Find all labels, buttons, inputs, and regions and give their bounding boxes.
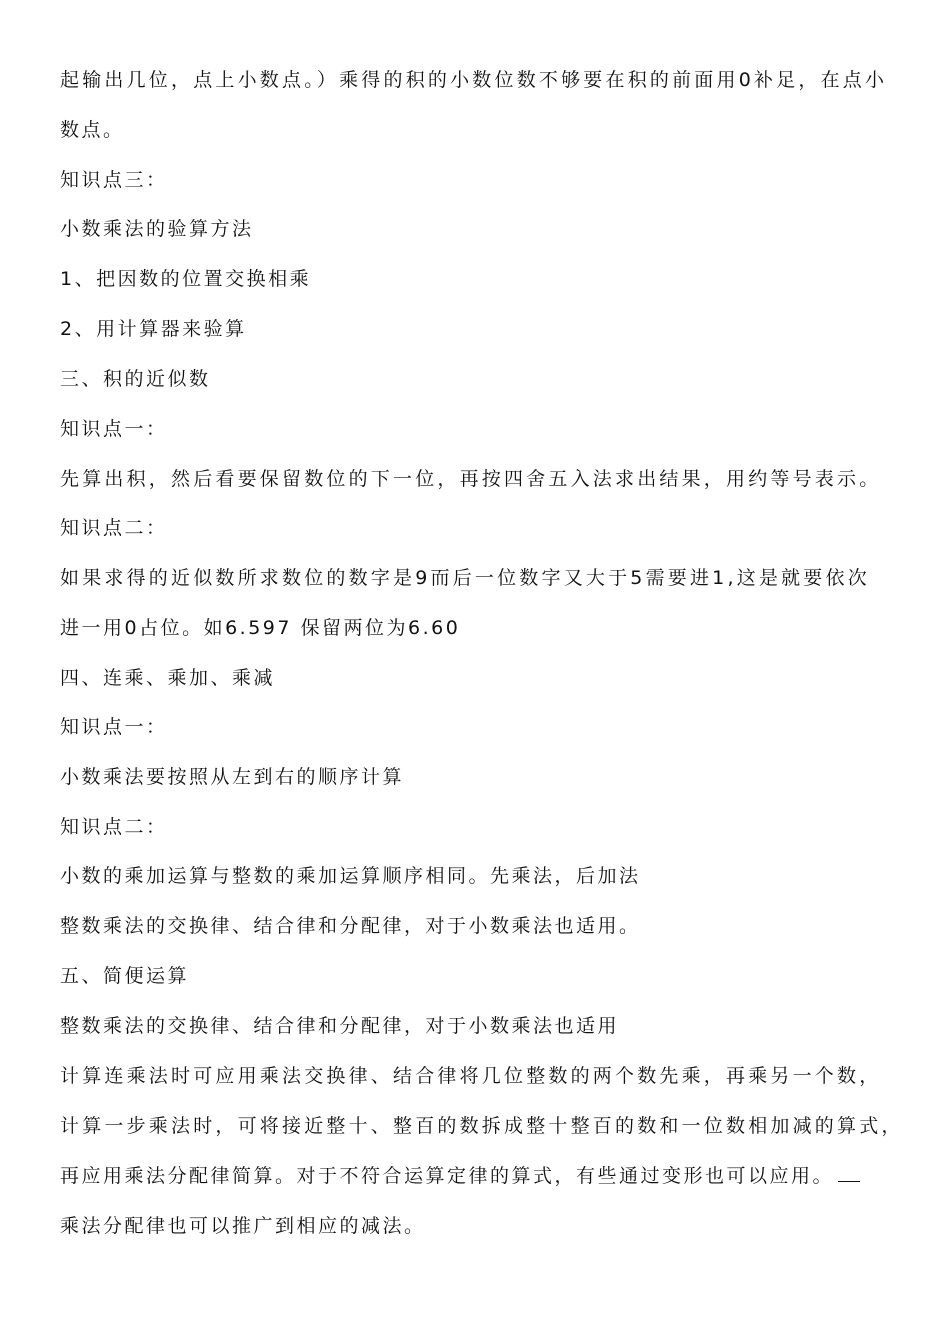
text-line-with-blank: [60, 1163, 860, 1189]
section-heading: 三、积的近似数: [60, 368, 211, 390]
section-label: 知识点一：: [60, 716, 168, 738]
list-item: 2、用计算器来验算: [60, 318, 247, 340]
text-line: 乘法分配律也可以推广到相应的减法。: [60, 1215, 426, 1237]
text-line: 整数乘法的交换律、结合律和分配律，对于小数乘法也适用。: [60, 915, 641, 937]
text-line: 再应用乘法分配律简算。对于不符合运算定律的算式，有些通过变形也可以应用。: [60, 1165, 835, 1187]
text-line: 小数乘法的验算方法: [60, 218, 254, 240]
fill-in-blank: [838, 1181, 860, 1182]
list-item: 1、把因数的位置交换相乘: [60, 268, 312, 290]
section-label: 知识点三：: [60, 169, 168, 191]
text-line: 整数乘法的交换律、结合律和分配律，对于小数乘法也适用: [60, 1015, 620, 1037]
text-line: 计算一步乘法时，可将接近整十、整百的数拆成整十整百的数和一位数相加减的算式，: [60, 1115, 904, 1137]
text-line: 计算连乘法时可应用乘法交换律、结合律将几位整数的两个数先乘，再乘另一个数，: [60, 1065, 882, 1087]
section-heading: 四、连乘、乘加、乘减: [60, 667, 276, 689]
text-line: 小数乘法要按照从左到右的顺序计算: [60, 766, 405, 788]
section-label: 知识点二：: [60, 816, 168, 838]
text-line: 如果求得的近似数所求数位的数字是9而后一位数字又大于5需要进1,这是就要依次: [60, 567, 870, 589]
text-line: 先算出积，然后看要保留数位的下一位，再按四舍五入法求出结果，用约等号表示。: [60, 468, 882, 490]
text-line: 数点。: [60, 119, 125, 141]
text-line: 小数的乘加运算与整数的乘加运算顺序相同。先乘法，后加法: [60, 865, 641, 887]
section-heading: 五、简便运算: [60, 965, 190, 987]
section-label: 知识点一：: [60, 418, 168, 440]
text-line: 进一用0占位。如6.597 保留两位为6.60: [60, 617, 461, 639]
text-line: 起输出几位，点上小数点。）乘得的积的小数位数不够要在积的前面用0补足，在点小: [60, 69, 888, 91]
section-label: 知识点二：: [60, 517, 168, 539]
